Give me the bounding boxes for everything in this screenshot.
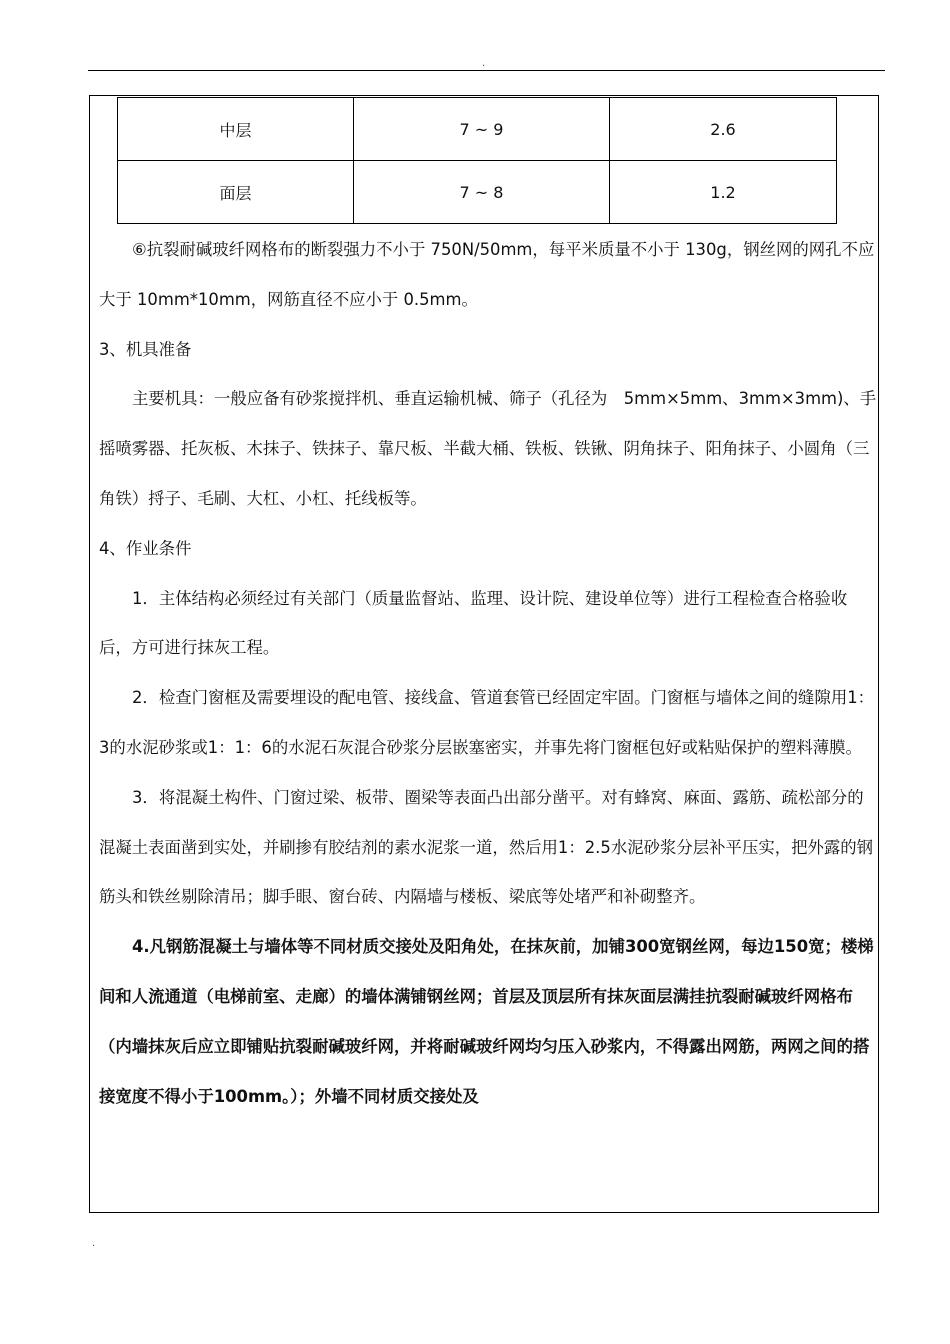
- paragraph-condition-3: 3．将混凝土构件、门窗过梁、板带、圈梁等表面凸出部分凿平。对有蜂窝、麻面、露筋、疏松部分的混凝土表面凿到实处，并刷掺有胶结剂的素水泥浆一道，然后用1：2.5水泥砂浆分层补平压实，把外露的钢筋头和铁丝剔除清吊；脚手眼、窗台砖、内隔墙与楼板、梁底等处堵严和补砌整齐。: [99, 787, 874, 907]
- footer-mark: .: [92, 1238, 96, 1249]
- paragraph-condition-1: 1．主体结构必须经过有关部门（质量监督站、监理、设计院、建设单位等）进行工程检查合格验收后，方可进行抹灰工程。: [99, 588, 848, 658]
- body-text: [99, 225, 877, 1121]
- table-cell: 7 ~ 8: [354, 161, 610, 224]
- table-row: [118, 98, 837, 161]
- table-cell: 2.6: [610, 98, 837, 161]
- spec-table: [117, 97, 837, 224]
- paragraph-condition-2: 2．检查门窗框及需要埋设的配电管、接线盒、管道套管已经固定牢固。门窗框与墙体之间的缝隙用1：3的水泥砂浆或1：1：6的水泥石灰混合砂浆分层嵌塞密实，并事先将门窗框包好或粘贴保护的塑料薄膜。: [99, 688, 875, 757]
- paragraph-condition-4: 4.凡钢筋混凝土与墙体等不同材质交接处及阳角处，在抹灰前，加铺300宽钢丝网，每边150宽；楼梯间和人流通道（电梯前室、走廊）的墙体满铺钢丝网；首层及顶层所有抹灰面层满挂抗裂耐碱玻纤网格布（内墙抹灰后应立即铺贴抗裂耐碱玻纤网，并将耐碱玻纤网均匀压入砂浆内，不得露出网筋，两网之间的搭接宽度不得小于100mm。）；外墙不同材质交接处及: [99, 937, 874, 1106]
- table-cell: 1.2: [610, 161, 837, 224]
- table-cell: 面层: [118, 161, 354, 224]
- heading-conditions: 4、作业条件: [99, 538, 192, 558]
- paragraph-mesh-spec: ⑥抗裂耐碱玻纤网格布的断裂强力不小于 750N/50mm，每平米质量不小于 130g，钢丝网的网孔不应大于 10mm*10mm，网筋直径不应小于 0.5mm。: [99, 240, 875, 309]
- paragraph-tools: 主要机具：一般应备有砂浆搅拌机、垂直运输机械、筛子（孔径为 5mm×5mm、3mm×3mm)、手摇喷雾器、托灰板、木抹子、铁抹子、靠尺板、半截大桶、铁板、铁锹、阴角抹子、阳角抹子、小圆角（三角铁）捋子、毛刷、大杠、小杠、托线板等。: [99, 389, 877, 508]
- table-row: [118, 161, 837, 224]
- header-rule: [88, 70, 885, 71]
- table-cell: 7 ~ 9: [354, 98, 610, 161]
- header-mark: .: [482, 58, 486, 69]
- table-cell: 中层: [118, 98, 354, 161]
- heading-tools: 3、机具准备: [99, 339, 192, 359]
